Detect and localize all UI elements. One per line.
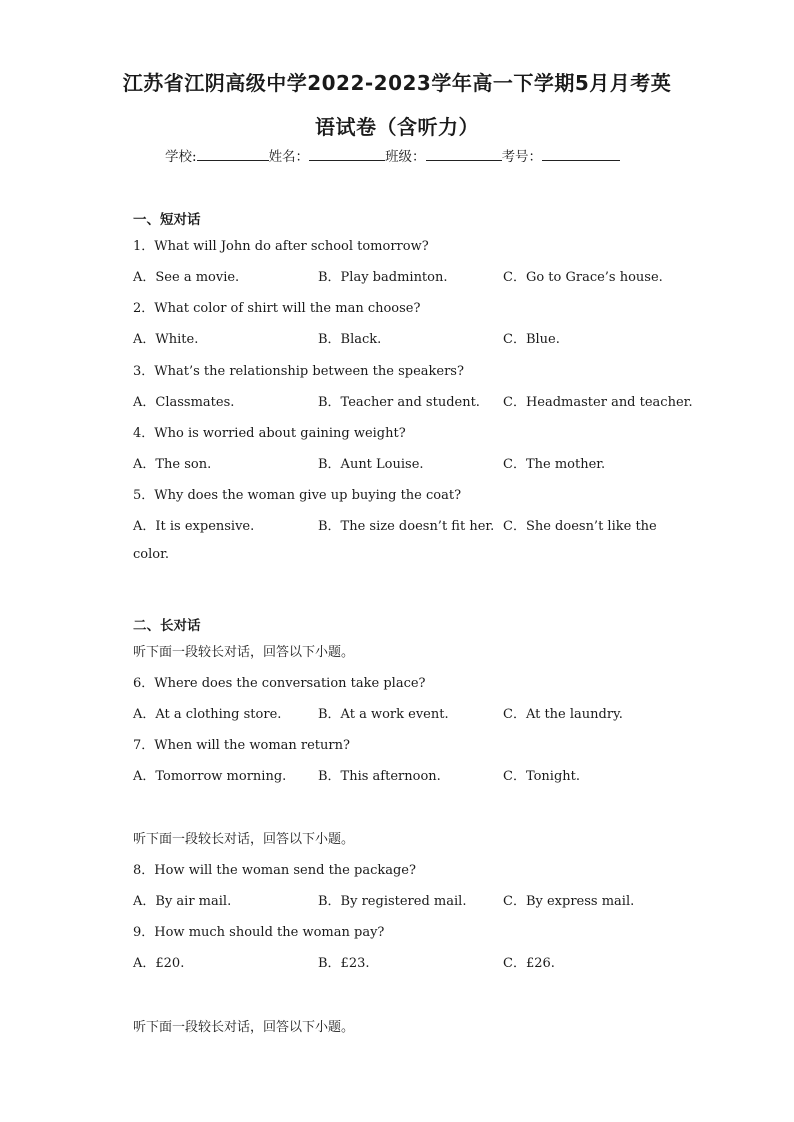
q5-option-b: B．The size doesn’t fit her. bbox=[318, 519, 495, 534]
name-label: 姓名： bbox=[268, 149, 310, 165]
question-2: 2．What color of shirt will the man choose? bbox=[133, 301, 421, 316]
q8-option-a: A．By air mail. bbox=[133, 894, 232, 909]
question-6: 6．Where does the conversation take place? bbox=[133, 676, 426, 691]
q2-option-a: A．White. bbox=[133, 332, 199, 347]
q2-option-b: B．Black. bbox=[318, 332, 382, 347]
exam-no-blank bbox=[542, 148, 620, 161]
q6-option-a: A．At a clothing store. bbox=[133, 707, 282, 722]
name-blank bbox=[309, 148, 385, 161]
q1-option-a: A．See a movie. bbox=[133, 270, 240, 285]
q9-option-a: A．£20. bbox=[133, 956, 185, 971]
q7-option-a: A．Tomorrow morning. bbox=[133, 769, 287, 784]
section-1-heading: 一、短对话 bbox=[133, 212, 201, 228]
q2-option-c: C．Blue. bbox=[503, 332, 560, 347]
q6-option-b: B．At a work event. bbox=[318, 707, 449, 722]
q8-option-b: B．By registered mail. bbox=[318, 894, 467, 909]
student-info-line bbox=[165, 145, 620, 165]
q5-option-c-continued: color. bbox=[133, 547, 170, 562]
q3-option-a: A．Classmates. bbox=[133, 395, 235, 410]
instruction-1: 听下面一段较长对话，回答以下小题。 bbox=[133, 645, 355, 660]
school-label: 学校: bbox=[165, 149, 197, 165]
class-blank bbox=[426, 148, 502, 161]
q1-option-b: B．Play badminton. bbox=[318, 270, 448, 285]
question-3: 3．What’s the relationship between the speakers? bbox=[133, 364, 464, 379]
q7-option-b: B．This afternoon. bbox=[318, 769, 441, 784]
q9-option-b: B．£23. bbox=[318, 956, 370, 971]
question-8: 8．How will the woman send the package? bbox=[133, 863, 416, 878]
q5-option-c: C．She doesn’t like the bbox=[503, 519, 657, 534]
q7-option-c: C．Tonight. bbox=[503, 769, 581, 784]
question-7: 7．When will the woman return? bbox=[133, 738, 350, 753]
section-2-heading: 二、长对话 bbox=[133, 618, 201, 634]
q3-option-c: C．Headmaster and teacher. bbox=[503, 395, 693, 410]
school-blank bbox=[197, 148, 269, 161]
question-4: 4．Who is worried about gaining weight? bbox=[133, 426, 406, 441]
q4-option-c: C．The mother. bbox=[503, 457, 606, 472]
exam-title-line-1: 江苏省江阴高级中学2022-2023学年高一下学期5月月考英 bbox=[122, 71, 672, 95]
q8-option-c: C．By express mail. bbox=[503, 894, 635, 909]
q1-option-c: C．Go to Grace’s house. bbox=[503, 270, 663, 285]
q9-option-c: C．£26. bbox=[503, 956, 555, 971]
question-9: 9．How much should the woman pay? bbox=[133, 925, 385, 940]
q3-option-b: B．Teacher and student. bbox=[318, 395, 480, 410]
exam-no-label: 考号： bbox=[501, 149, 543, 165]
instruction-2: 听下面一段较长对话，回答以下小题。 bbox=[133, 832, 355, 847]
class-label: 班级： bbox=[385, 149, 426, 165]
q5-option-a: A．It is expensive. bbox=[133, 519, 255, 534]
question-1: 1．What will John do after school tomorrow? bbox=[133, 239, 429, 254]
q4-option-a: A．The son. bbox=[133, 457, 212, 472]
instruction-3: 听下面一段较长对话，回答以下小题。 bbox=[133, 1020, 355, 1035]
question-5: 5．Why does the woman give up buying the coat? bbox=[133, 488, 462, 503]
q6-option-c: C．At the laundry. bbox=[503, 707, 623, 722]
q4-option-b: B．Aunt Louise. bbox=[318, 457, 424, 472]
exam-title-line-2: 语试卷（含听力） bbox=[315, 115, 479, 139]
